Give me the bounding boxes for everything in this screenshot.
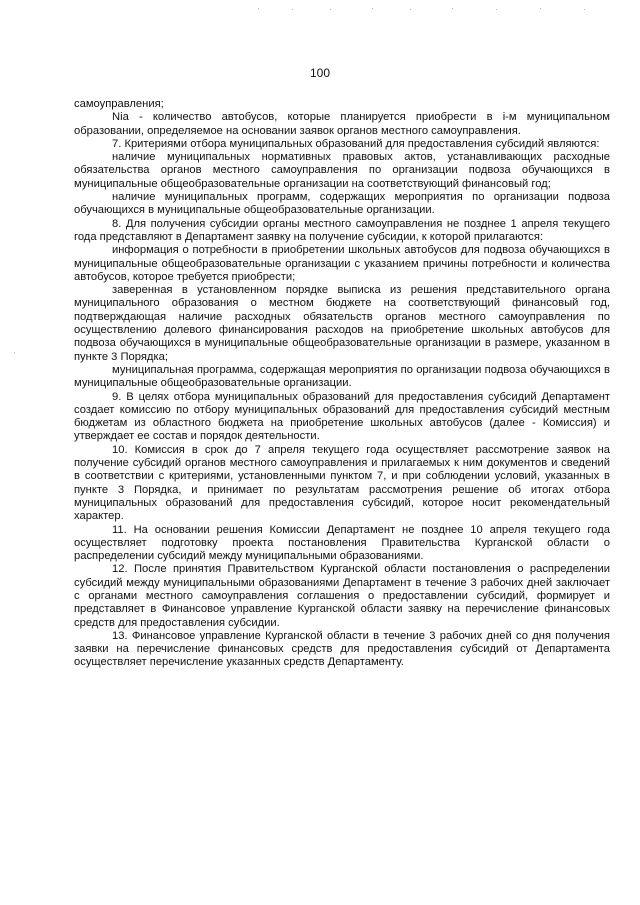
scan-artifact xyxy=(584,9,585,10)
paragraph: муниципальная программа, содержащая мероприятия по организации подвоза обучающихся в муниципальные общеобразовательные организации. xyxy=(74,363,610,390)
scan-artifact xyxy=(452,8,453,9)
scan-artifact xyxy=(14,352,15,353)
paragraph: 12. После принятия Правительством Курганской области постановления о распределении субсидий между муниципальными образованиями Департамент в течение 3 рабочих дней заключает с органами местного самоуправления соглашения о предоставлении субсидий, формирует и представляет в Финансовое управление Курганской области заявку на перечисление финансовых средств для предоставления субсидии. xyxy=(74,563,610,629)
page-number: 100 xyxy=(309,66,331,80)
scan-artifact xyxy=(372,8,373,9)
paragraph: наличие муниципальных нормативных правовых актов, устанавливающих расходные обязательства органов местного самоуправления по организации подвоза обучающихся в муниципальные общеобразовательные организации на соответствующий финансовый год; xyxy=(74,151,610,190)
scan-artifact xyxy=(540,8,541,9)
paragraph: 13. Финансовое управление Курганской области в течение 3 рабочих дней со дня получения заявки на перечисление финансовых средств для предоставления субсидий от Департамента осуществляет перечисление указанных средств Департаменту. xyxy=(74,629,610,669)
scan-artifact xyxy=(258,8,259,9)
scan-artifact xyxy=(496,9,497,10)
paragraph: 11. На основании решения Комиссии Департамент не позднее 10 апреля текущего года осуществляет подготовку проекта постановления Правительства Курганской области о распределении субсидий между муниципальными образованиями. xyxy=(74,523,610,563)
paragraph: самоуправления; xyxy=(74,98,164,110)
scan-artifact xyxy=(292,9,293,10)
paragraph: 9. В целях отбора муниципальных образований для предоставления субсидий Департамент создает комиссию по отбору муниципальных образований для предоставления субсидий местным бюджетам из областного бюджета на приобретение школьных автобусов (далее - Комиссия) и утверждает ее состав и порядок деятельности. xyxy=(74,390,610,443)
scan-artifact xyxy=(330,9,331,10)
document-body xyxy=(74,98,610,670)
paragraph: заверенная в установленном порядке выписка из решения представительного органа муниципального образования о местном бюджете на соответствующий финансовый год, подтверждающая наличие расходных обязательств органов местного самоуправления по осуществлению долевого финансирования расходов на приобретение школьных автобусов для подвоза обучающихся в муниципальные общеобразовательные организации в размере, указанном в пункте 3 Порядка; xyxy=(74,284,610,363)
scan-artifact xyxy=(410,9,411,10)
paragraph: 8. Для получения субсидии органы местного самоуправления не позднее 1 апреля текущего года представляют в Департамент заявку на получение субсидии, к которой прилагаются: xyxy=(74,217,610,243)
paragraph: Nia - количество автобусов, которые планируется приобрести в i-м муниципальном образовании, определяемое на основании заявок органов местного самоуправления. xyxy=(74,111,610,137)
paragraph: наличие муниципальных программ, содержащих мероприятия по организации подвоза обучающихся в муниципальные общеобразовательные организации. xyxy=(74,191,610,217)
paragraph: информация о потребности в приобретении школьных автобусов для подвоза обучающихся в муниципальные общеобразовательные организации с указанием причины потребности и количества автобусов, которое требуется приобрести; xyxy=(74,244,610,283)
paragraph: 7. Критериями отбора муниципальных образований для предоставления субсидий являются: xyxy=(112,137,600,150)
paragraph: 10. Комиссия в срок до 7 апреля текущего года осуществляет рассмотрение заявок на получение субсидий органов местного самоуправления и прилагаемых к ним документов и сведений в соответствии с критериями, установленными пунктом 7, и при соблюдении условий, указанных в пункте 3 Порядка, и принимает по результатам рассмотрения решение об итогах отбора муниципальных образований для предоставления субсидий, которое носит рекомендательный характер. xyxy=(74,443,610,523)
